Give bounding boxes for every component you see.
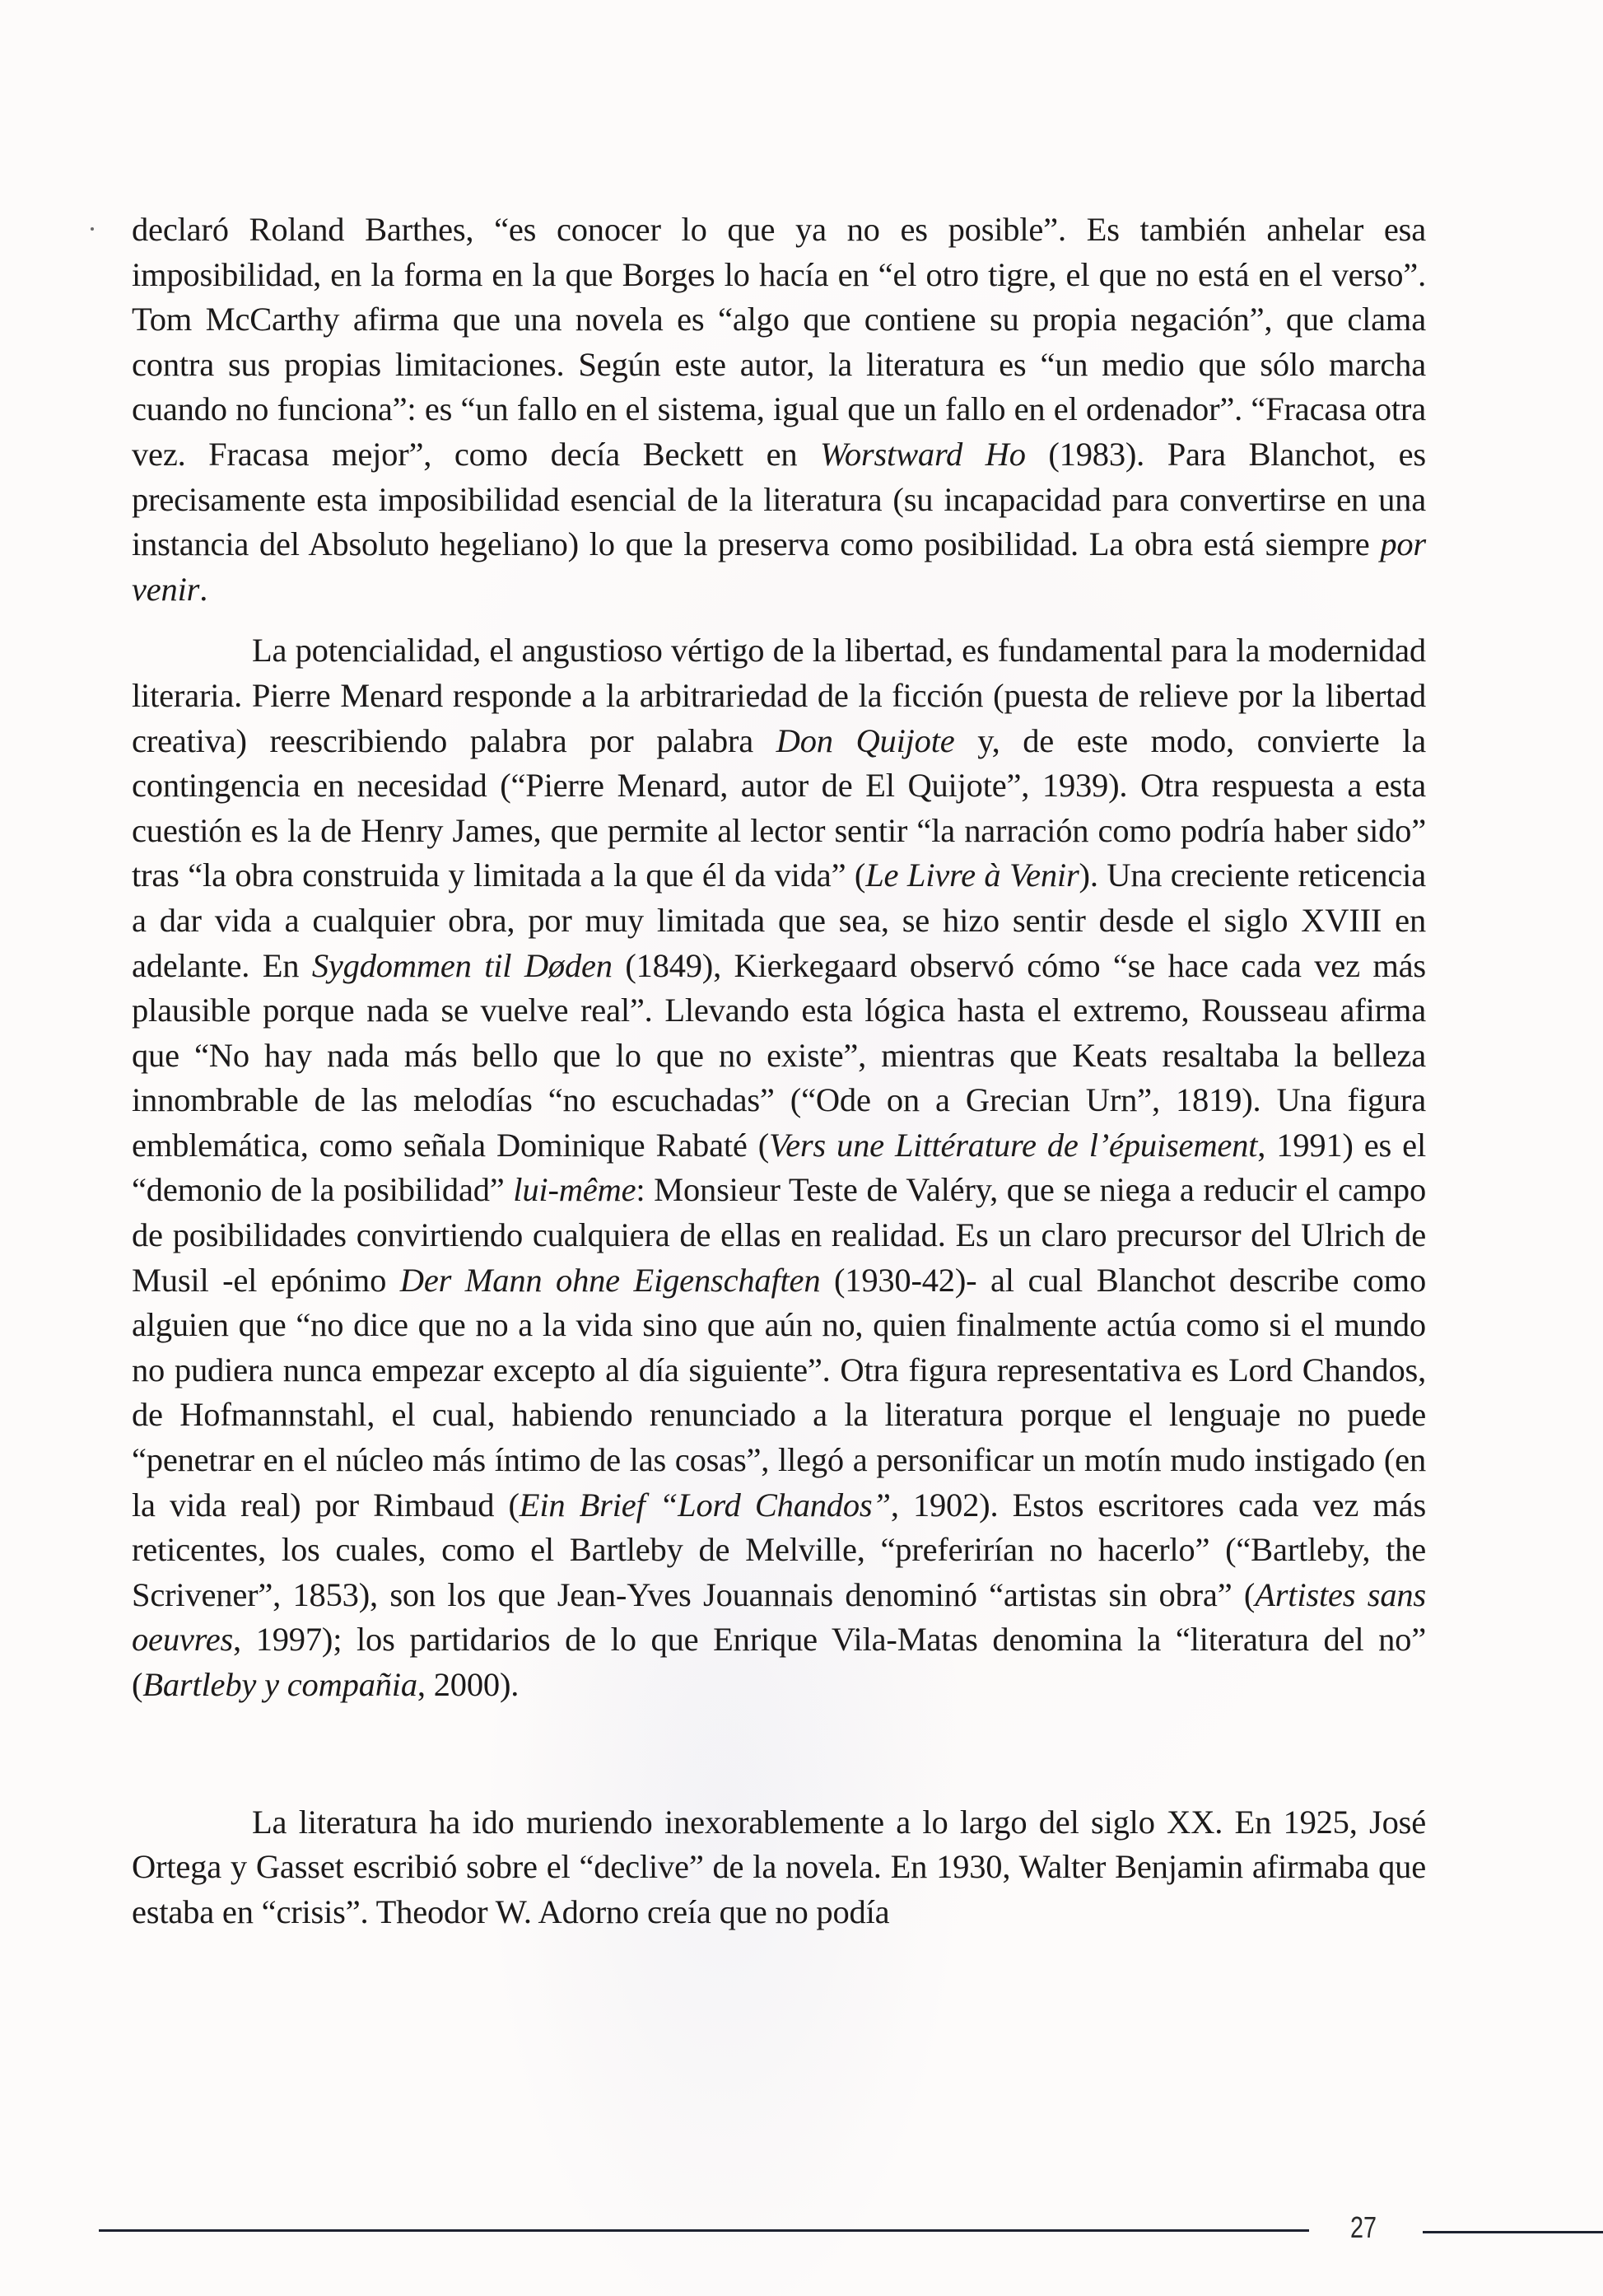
text-run: y, de este modo, convierte la contingencia en necesidad (“Pierre Menard, autor de El Quijote”, 1939). Otra respuesta a esta cuestión es la de Henry James, que permite al lector sentir “la narración como podría haber sido” tras “la obra construida y limitada a la que él da vida” ( <box>132 721 1426 894</box>
italic-title: Der Mann ohne Eigenschaften <box>399 1261 821 1299</box>
text-run: , 1991) es el “demonio de la posibilidad” <box>132 1126 1426 1209</box>
paragraph-1 <box>132 208 1426 612</box>
italic-phrase: lui-même <box>513 1171 636 1209</box>
text-run: . <box>199 570 208 608</box>
text-run: (1849), Kierkegaard observó cómo “se hace cada vez más plausible porque nada se vuelve real”. Llevando esta lógica hasta el extremo, Rousseau afirma que “No hay nada más bello que lo que no existe”, mientras que Keats resaltaba la belleza innombrable de las melodías “no escuchadas” (“Ode on a Grecian Urn”, 1819). Una figura emblemática, como señala Dominique Rabaté ( <box>132 946 1426 1164</box>
italic-title: Don Quijote <box>776 721 955 759</box>
italic-title: Worstward Ho <box>820 435 1026 473</box>
scan-speck <box>91 227 94 231</box>
paragraph-2 <box>132 628 1426 1707</box>
text-run: , 1902). Estos escritores cada vez más reticentes, los cuales, como el Bartleby de Melville, “preferirían no hacerlo” (“Bartleby, the Scrivener”, 1853), son los que Jean-Yves Jouannais denominó “artistas sin obra” ( <box>132 1486 1426 1613</box>
text-run: declaró Roland Barthes, “es conocer lo que ya no es posible”. Es también anhelar esa imposibilidad, en la forma en la que Borges lo hacía en “el otro tigre, el que no está en el verso”. Tom McCarthy afirma que una novela es “algo que contiene su propia negación”, que clama contra sus propias limitaciones. Según este autor, la literatura es “un medio que sólo marcha cuando no funciona”: es “un fallo en el sistema, igual que un fallo en el ordenador”. “Fracasa otra vez. Fracasa mejor”, como decía Beckett en <box>132 211 1426 473</box>
footer-rule-right <box>1423 2231 1603 2233</box>
italic-title: Ein Brief “Lord Chandos” <box>519 1486 891 1524</box>
text-run: (1983). Para Blanchot, es precisamente esta imposibilidad esencial de la literatura (su incapacidad para convertirse en una instancia del Absoluto hegeliano) lo que la preserva como posibilidad. La obra está siempre <box>132 435 1426 563</box>
body-text <box>132 208 1426 1934</box>
italic-title: Sygdommen til Døden <box>311 946 613 984</box>
text-run: La literatura ha ido muriendo inexorablemente a lo largo del siglo XX. En 1925, José Ortega y Gasset escribió sobre el “declive” de la novela. En 1930, Walter Benjamin afirmaba que estaba en “crisis”. Theodor W. Adorno creía que no podía <box>132 1803 1426 1930</box>
italic-title: Le Livre à Venir <box>865 856 1079 894</box>
page-number: 27 <box>1350 2210 1377 2244</box>
text-run: : Monsieur Teste de Valéry, que se niega a reducir el campo de posibilidades convirtiendo cualquiera de ellas en realidad. Es un claro precursor del Ulrich de Musil -el epónimo <box>132 1171 1426 1299</box>
text-run: , 1997); los partidarios de lo que Enrique Vila-Matas denomina la “literatura del no” ( <box>132 1621 1426 1703</box>
page-footer <box>0 2204 1603 2253</box>
italic-title: Bartleby y compañia <box>142 1666 417 1703</box>
footer-rule-left <box>99 2229 1309 2232</box>
italic-title: Vers une Littérature de l’épuisement <box>769 1126 1258 1164</box>
paragraph-3 <box>132 1800 1426 1935</box>
text-run: ). Una creciente reticencia a dar vida a cualquier obra, por muy limitada que sea, se hizo sentir desde el siglo XVIII en adelante. En <box>132 856 1426 984</box>
italic-title: Artistes sans oeuvres <box>132 1575 1426 1659</box>
text-run: La potencialidad, el angustioso vértigo de la libertad, es fundamental para la modernidad literaria. Pierre Menard responde a la arbitrariedad de la ficción (puesta de relieve por la libertad creativa) reescribiendo palabra por palabra <box>132 632 1426 759</box>
text-run: (1930-42)- al cual Blanchot describe como alguien que “no dice que no a la vida sino que aún no, quien finalmente actúa como si el mundo no pudiera nunca empezar excepto al día siguiente”. Otra figura representativa es Lord Chandos, de Hofmannstahl, el cual, habiendo renunciado a la literatura porque el lenguaje no puede “penetrar en el núcleo más íntimo de las cosas”, llegó a personificar un motín mudo instigado (en la vida real) por Rimbaud ( <box>132 1261 1427 1524</box>
italic-phrase: por venir <box>132 525 1426 608</box>
text-run: , 2000). <box>417 1666 520 1703</box>
